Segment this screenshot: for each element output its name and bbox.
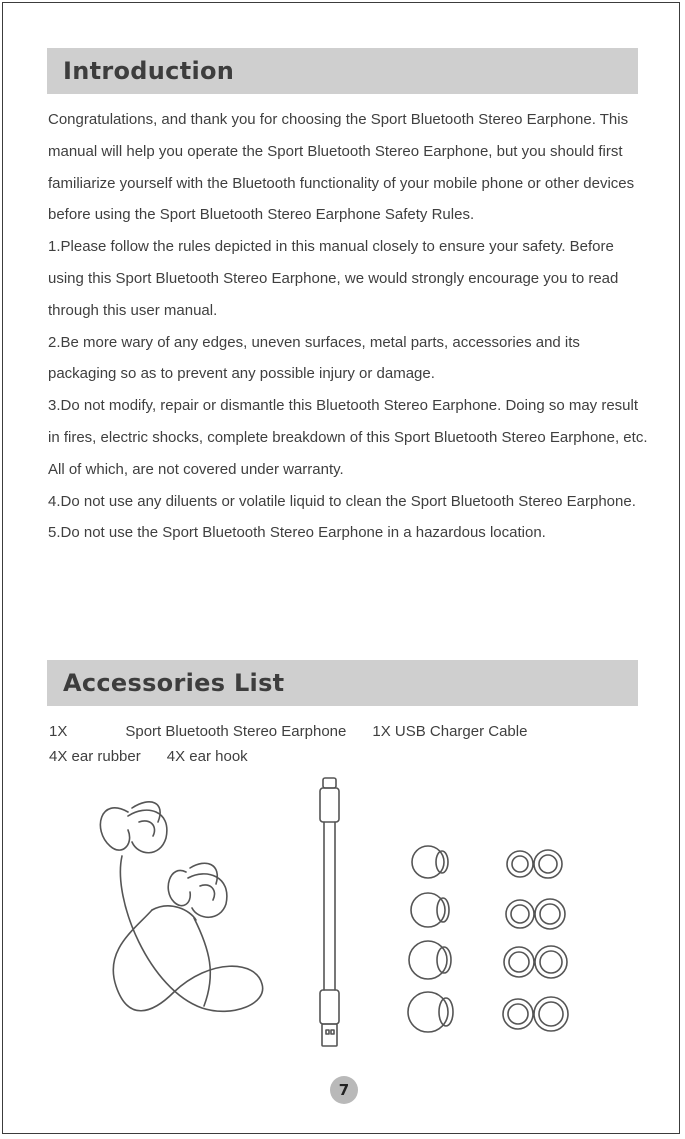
safety-rule-4: 4.Do not use any diluents or volatile liquid to clean the Sport Bluetooth Stereo Earphone. (48, 492, 636, 510)
earphone-illustration (100, 802, 262, 1011)
introduction-heading-text: Introduction (63, 57, 235, 85)
accessory-ear-hook: ear hook (189, 748, 248, 765)
accessory-ear-rubber: ear rubber (71, 748, 141, 765)
safety-rule-3: 3.Do not modify, repair or dismantle this Bluetooth Stereo Earphone. Doing so may result in fires, electric shocks, complete breakdown of this Sport Bluetooth Stereo Earphone, etc. All of which, are not covered under warranty. (48, 397, 648, 478)
ear-hook-illustration (503, 850, 568, 1031)
accessory-qty: 1X (372, 723, 391, 740)
accessory-qty: 1X (49, 723, 68, 740)
accessories-heading (47, 660, 638, 706)
usb-cable-illustration (320, 778, 339, 1046)
intro-paragraph: Congratulations, and thank you for choosing the Sport Bluetooth Stereo Earphone. This manual will help you operate the Sport Bluetooth Stereo Earphone, but you should first familiarize yourself with the Bluetooth functionality of your mobile phone or other devices before using the Sport Bluetooth Stereo Earphone Safety Rules. (48, 111, 635, 224)
accessory-usb-cable: USB Charger Cable (394, 723, 528, 740)
safety-rule-1: 1.Please follow the rules depicted in this manual closely to ensure your safety. Before using this Sport Bluetooth Stereo Earphone, we would strongly encourage you to read through this user manual. (48, 238, 619, 319)
accessory-earphone: Sport Bluetooth Stereo Earphone (125, 723, 347, 740)
accessory-qty: 4X (166, 748, 186, 765)
accessory-qty: 4X (49, 748, 68, 765)
ear-rubber-illustration (408, 846, 453, 1032)
safety-rule-2: 2.Be more wary of any edges, uneven surfaces, metal parts, accessories and its packaging so as to prevent any possible injury or damage. (48, 333, 580, 383)
accessories-heading-text: Accessories List (63, 669, 285, 697)
page-number: 7 (330, 1076, 358, 1104)
introduction-body (48, 104, 648, 549)
safety-rule-5: 5.Do not use the Sport Bluetooth Stereo Earphone in a hazardous location. (48, 524, 546, 542)
accessories-line-1 (49, 723, 527, 740)
introduction-heading (47, 48, 638, 94)
accessories-illustration (0, 760, 685, 1060)
